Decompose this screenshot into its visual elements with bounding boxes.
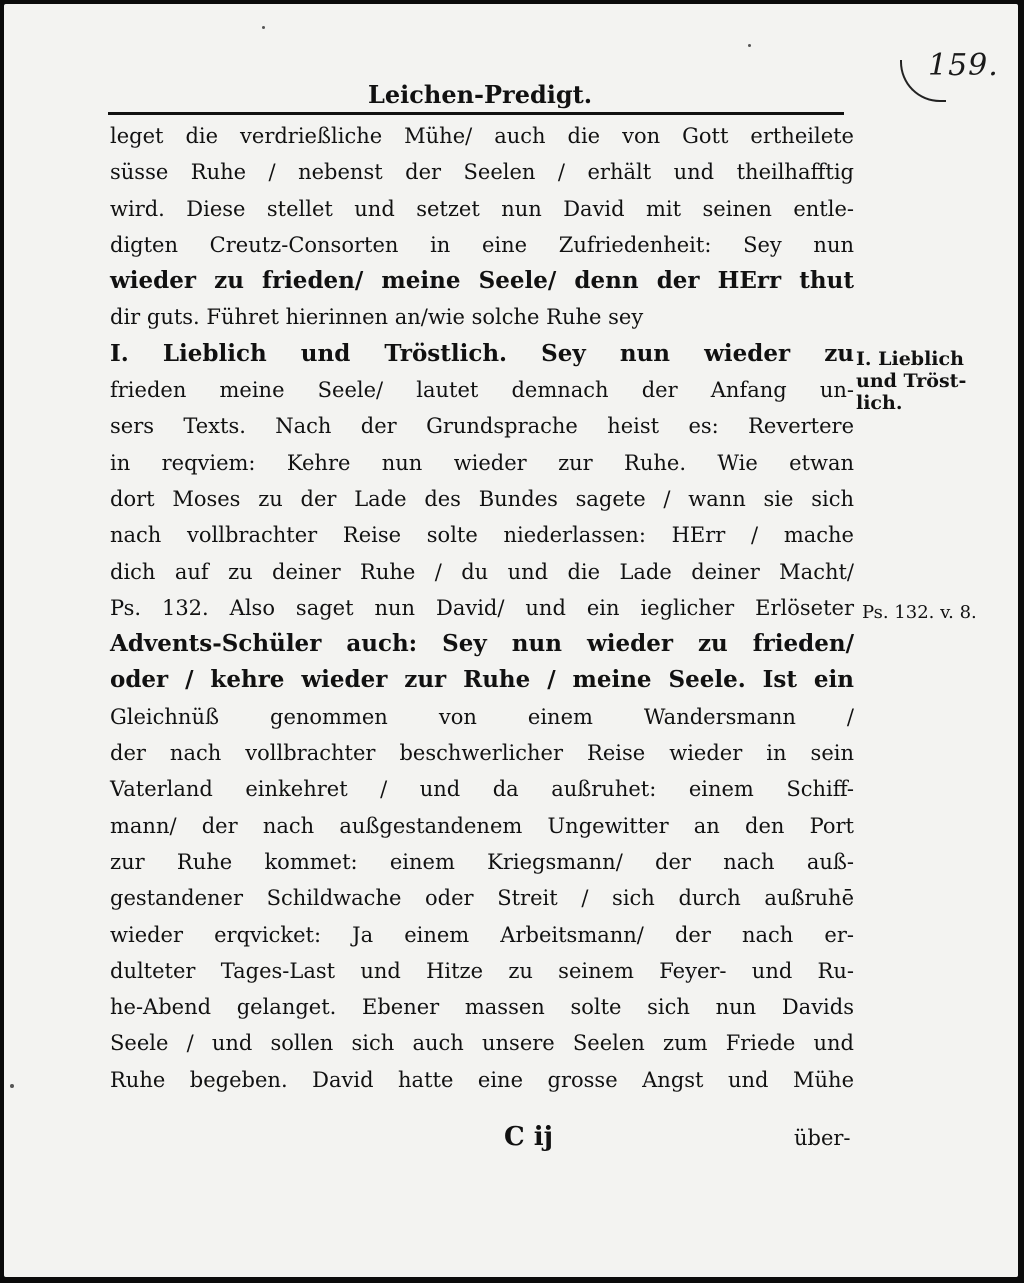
text-line: Gleichnüß genommen von einem Wandersmann /	[110, 704, 854, 729]
margin-note-line: lich.	[856, 392, 903, 414]
text-line: mann/ der nach außgestandenem Ungewitter an den Port	[110, 813, 854, 838]
text-line: Ruhe begeben. David hatte eine grosse Angst und Mühe	[110, 1067, 854, 1092]
text-line: leget die verdrießliche Mühe/ auch die von Gott ertheilete	[110, 124, 854, 148]
text-line: Vaterland einkehret / und da außruhet: einem Schiff-	[110, 777, 854, 802]
text-line: nach vollbrachter Reise solte niederlassen: HErr / mache	[110, 523, 854, 548]
text-line: digten Creutz-Consorten in eine Zufriedenheit: Sey nun	[110, 232, 854, 257]
text-line: I. Lieblich und Tröstlich. Sey nun wieder zu	[110, 339, 854, 367]
text-line: oder / kehre wieder zur Ruhe / meine Seele. Ist ein	[110, 666, 854, 694]
running-head: Leichen-Predigt.	[368, 80, 593, 109]
text-line: gestandener Schildwache oder Streit / sich durch außruhē	[110, 886, 854, 911]
text-line: der nach vollbrachter beschwerlicher Reise wieder in sein	[110, 741, 854, 766]
margin-note-line: und Tröst-	[856, 370, 967, 392]
text-line: dich auf zu deiner Ruhe / du und die Lade deiner Macht/	[110, 559, 854, 584]
header-rule	[108, 112, 844, 115]
dust-speck	[262, 26, 265, 29]
dust-speck	[10, 1084, 14, 1088]
margin-note-line: I. Lieblich	[856, 348, 964, 370]
text-line: in reqviem: Kehre nun wieder zur Ruhe. Wie etwan	[110, 450, 854, 475]
body-text	[110, 118, 854, 1098]
text-line: Advents-Schüler auch: Sey nun wieder zu frieden/	[110, 630, 854, 658]
margin-note-lieblich	[856, 348, 1006, 414]
text-line: frieden meine Seele/ lautet demnach der Anfang un-	[110, 378, 854, 403]
dust-speck	[748, 44, 751, 47]
text-line: dir guts. Führet hierinnen an/wie solche Ruhe sey	[110, 305, 644, 330]
text-line: süsse Ruhe / nebenst der Seelen / erhält und theilhafftig	[110, 160, 854, 185]
text-line: dulteter Tages-Last und Hitze zu seinem Feyer- und Ru-	[110, 958, 854, 983]
text-line: Ps. 132. Also saget nun David/ und ein ieglicher Erlöseter	[110, 595, 854, 620]
text-line: sers Texts. Nach der Grundsprache heist es: Revertere	[110, 414, 854, 439]
text-line: Seele / und sollen sich auch unsere Seelen zum Friede und	[110, 1031, 854, 1056]
book-page	[4, 4, 1018, 1277]
catchword: über-	[794, 1126, 851, 1150]
text-line: wieder zu frieden/ meine Seele/ denn der HErr thut	[110, 267, 854, 295]
text-line: wieder erqvicket: Ja einem Arbeitsmann/ der nach er-	[110, 922, 854, 947]
signature-mark: C ij	[504, 1122, 554, 1152]
page-number: 159.	[928, 48, 999, 83]
text-line: zur Ruhe kommet: einem Kriegsmann/ der nach auß-	[110, 849, 854, 874]
text-line: he-Abend gelanget. Ebener massen solte sich nun Davids	[110, 995, 854, 1020]
text-line: wird. Diese stellet und setzet nun David mit seinen entle-	[110, 196, 854, 221]
text-line: dort Moses zu der Lade des Bundes sagete / wann sie sich	[110, 486, 854, 511]
margin-note-psalm: Ps. 132. v. 8.	[862, 602, 977, 623]
